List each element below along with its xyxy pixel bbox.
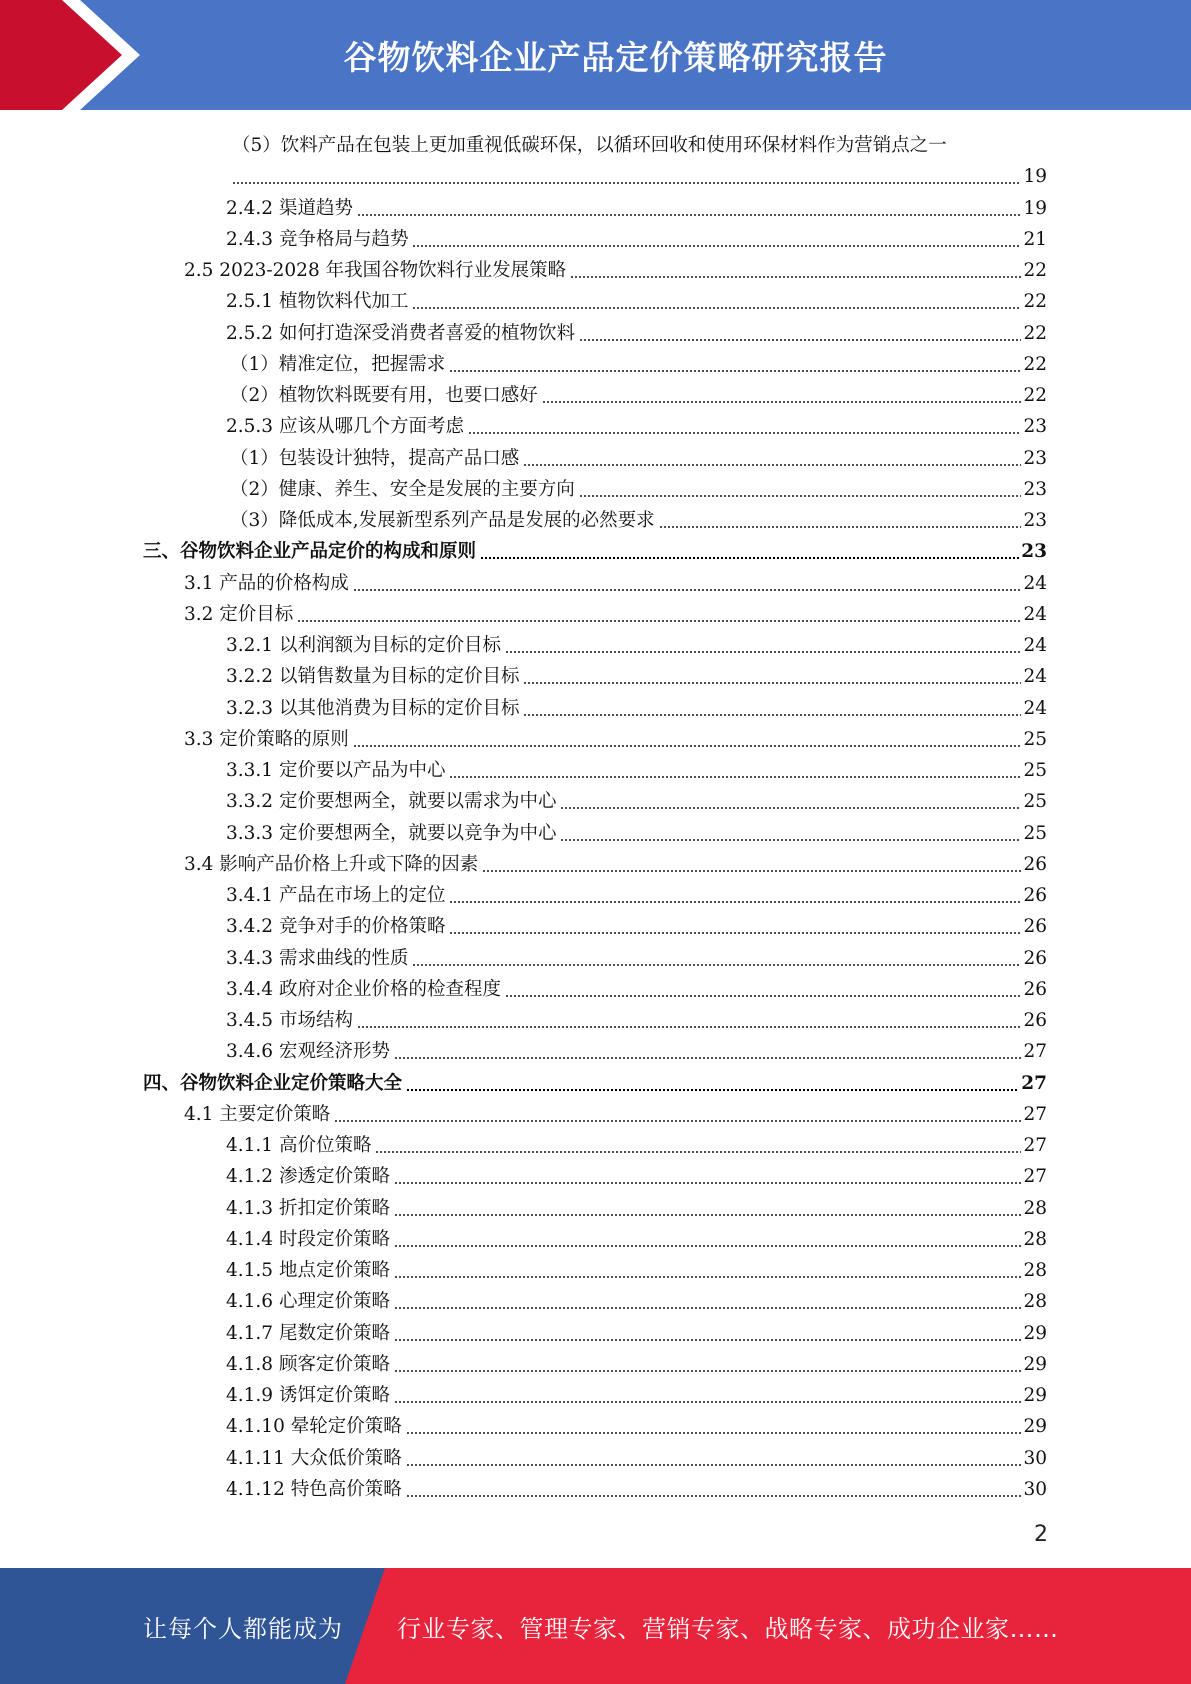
toc-entry[interactable] <box>226 1252 1047 1283</box>
toc-leader-dots <box>505 979 1021 998</box>
toc-entry-page: 29 <box>1023 1322 1047 1344</box>
toc-entry[interactable] <box>230 346 1047 377</box>
toc-entry-label: 4.1.9 诱饵定价策略 <box>226 1385 390 1406</box>
toc-entry-page: 27 <box>1023 1103 1047 1125</box>
toc-entry[interactable] <box>226 1283 1047 1314</box>
toc-entry[interactable] <box>230 471 1047 502</box>
toc-entry-page: 23 <box>1023 478 1047 500</box>
footer-slogan-left: 让每个人都能成为 <box>143 1614 343 1643</box>
toc-entry-page: 23 <box>1023 416 1047 438</box>
toc-entry[interactable] <box>226 1221 1047 1252</box>
toc-entry[interactable] <box>226 940 1047 971</box>
toc-leader-dots <box>394 1166 1021 1185</box>
toc-entry-page: 24 <box>1023 572 1047 594</box>
toc-entry-label: 4.1 主要定价策略 <box>184 1103 331 1125</box>
toc-entry-wrapped-continuation[interactable] <box>230 158 1047 189</box>
toc-leader-dots <box>406 1448 1022 1467</box>
toc-entry-page: 27 <box>1023 1041 1047 1063</box>
toc-leader-dots <box>412 229 1021 248</box>
toc-leader-dots <box>394 1354 1021 1373</box>
toc-entry-label: 3.1 产品的价格构成 <box>184 572 349 594</box>
toc-leader-dots <box>394 1385 1021 1404</box>
toc-entry-page: 26 <box>1023 1010 1047 1031</box>
toc-entry[interactable] <box>143 533 1047 564</box>
toc-entry-page: 22 <box>1023 291 1047 313</box>
toc-entry-page: 26 <box>1023 885 1047 906</box>
toc-entry[interactable] <box>226 877 1047 908</box>
toc-entry-page: 24 <box>1023 603 1047 625</box>
toc-entry-label: 4.1.7 尾数定价策略 <box>226 1322 390 1344</box>
toc-leader-dots <box>523 666 1021 685</box>
toc-leader-dots <box>394 1041 1021 1060</box>
toc-entry-label: 3.4.3 需求曲线的性质 <box>226 947 409 969</box>
toc-entry-page: 26 <box>1023 916 1047 938</box>
toc-entry-page: 24 <box>1023 697 1047 719</box>
toc-leader-dots <box>406 1073 1019 1092</box>
toc-entry-label: 3.2.1 以利润额为目标的定价目标 <box>226 635 501 656</box>
toc-entry[interactable] <box>230 502 1047 533</box>
red-arrow-emblem <box>0 0 160 110</box>
toc-entry-label: 4.1.11 大众低价策略 <box>226 1447 402 1469</box>
toc-entry-page: 25 <box>1023 822 1047 844</box>
toc-entry-page: 25 <box>1023 760 1047 781</box>
toc-leader-dots <box>482 854 1021 873</box>
toc-entry-label: 3.4.2 竞争对手的价格策略 <box>226 916 446 938</box>
toc-entry-label: 4.1.2 渗透定价策略 <box>226 1166 390 1188</box>
toc-entry[interactable] <box>226 627 1047 658</box>
toc-entry[interactable] <box>226 690 1047 721</box>
toc-leader-dots <box>394 1229 1021 1248</box>
toc-leader-dots <box>659 510 1022 529</box>
toc-entry[interactable] <box>143 1065 1047 1096</box>
toc-entry-label: 4.1.6 心理定价策略 <box>226 1291 390 1313</box>
toc-leader-dots <box>412 291 1021 310</box>
toc-entry-label: 3.4 影响产品价格上升或下降的因素 <box>184 853 479 875</box>
toc-leader-dots <box>232 166 1021 185</box>
toc-entry-page: 30 <box>1023 1478 1047 1500</box>
toc-entry[interactable] <box>226 1471 1047 1502</box>
toc-entry-page: 29 <box>1023 1385 1047 1406</box>
toc-entry-wrapped-label[interactable] <box>232 127 1047 158</box>
footer-banner <box>0 1568 1191 1684</box>
toc-entry[interactable] <box>226 1033 1047 1064</box>
toc-leader-dots <box>570 260 1021 279</box>
report-title: 谷物饮料企业产品定价策略研究报告 <box>343 37 888 77</box>
toc-entry-page: 29 <box>1023 1416 1047 1438</box>
toc-entry-label: 4.1.10 晕轮定价策略 <box>226 1416 402 1438</box>
toc-entry[interactable] <box>226 1002 1047 1033</box>
toc-entry-page: 22 <box>1023 322 1047 344</box>
toc-entry-label: 4.1.8 顾客定价策略 <box>226 1353 390 1375</box>
toc-entry[interactable] <box>226 283 1047 314</box>
toc-entry[interactable] <box>226 908 1047 939</box>
toc-entry-page: 26 <box>1023 947 1047 969</box>
toc-entry[interactable] <box>184 252 1047 283</box>
toc-entry[interactable] <box>226 658 1047 689</box>
toc-entry-label: 4.1.5 地点定价策略 <box>226 1260 390 1281</box>
toc-entry[interactable] <box>230 377 1047 408</box>
toc-entry[interactable] <box>184 565 1047 596</box>
toc-entry[interactable] <box>184 1096 1047 1127</box>
toc-entry-page: 25 <box>1023 791 1047 813</box>
toc-entry[interactable] <box>226 752 1047 783</box>
toc-entry-label: 4.1.3 折扣定价策略 <box>226 1197 390 1219</box>
toc-leader-dots <box>579 479 1022 498</box>
toc-entry-page: 25 <box>1023 728 1047 750</box>
toc-leader-dots <box>375 1135 1021 1154</box>
toc-entry[interactable] <box>226 315 1047 346</box>
toc-entry-label: 3.4.4 政府对企业价格的检查程度 <box>226 978 501 1000</box>
toc-entry-label: 3.4.1 产品在市场上的定位 <box>226 885 446 906</box>
toc-entry[interactable] <box>226 1408 1047 1439</box>
toc-entry[interactable] <box>226 408 1047 439</box>
toc-leader-dots <box>468 416 1021 435</box>
toc-entry-label: 三、谷物饮料企业产品定价的构成和原则 <box>143 541 477 563</box>
header-banner <box>0 0 1191 110</box>
toc-entry-label: （2）健康、养生、安全是发展的主要方向 <box>230 478 575 500</box>
toc-entry-page: 28 <box>1023 1291 1047 1313</box>
toc-entry-page: 19 <box>1023 166 1047 188</box>
toc-entry-page: 27 <box>1023 1135 1047 1156</box>
toc-entry-label: （5）饮料产品在包装上更加重视低碳环保，以循环回收和使用环保材料作为营销点之一 <box>232 135 947 156</box>
toc-entry[interactable] <box>226 221 1047 252</box>
toc-entry-page: 27 <box>1023 1166 1047 1188</box>
toc-leader-dots <box>480 541 1019 560</box>
toc-entry[interactable] <box>184 596 1047 627</box>
toc-entry[interactable] <box>226 783 1047 814</box>
toc-entry-label: 3.2.2 以销售数量为目标的定价目标 <box>226 666 520 688</box>
toc-entry[interactable] <box>226 1377 1047 1408</box>
toc-leader-dots <box>357 198 1022 217</box>
toc-entry-page: 23 <box>1023 510 1047 531</box>
toc-entry[interactable] <box>184 846 1047 877</box>
toc-entry[interactable] <box>226 1346 1047 1377</box>
toc-entry-page: 22 <box>1023 385 1047 406</box>
toc-leader-dots <box>523 698 1021 717</box>
toc-leader-dots <box>394 1323 1021 1342</box>
toc-leader-dots <box>560 823 1021 842</box>
footer-slogan-right: 行业专家、管理专家、营销专家、战略专家、成功企业家…… <box>397 1614 1059 1643</box>
toc-leader-dots <box>297 604 1021 623</box>
toc-entry-label: 2.5 2023-2028 年我国谷物饮料行业发展策略 <box>184 260 567 281</box>
toc-leader-dots <box>523 448 1021 467</box>
toc-entry-page: 24 <box>1023 635 1047 656</box>
toc-leader-dots <box>412 948 1021 967</box>
toc-entry-label: 3.3 定价策略的原则 <box>184 728 349 750</box>
toc-entry-label: 4.1.12 特色高价策略 <box>226 1478 402 1500</box>
toc-leader-dots <box>406 1479 1022 1498</box>
toc-entry-label: 四、谷物饮料企业定价策略大全 <box>143 1072 403 1094</box>
toc-entry-label: （3）降低成本,发展新型系列产品是发展的必然要求 <box>230 510 655 531</box>
toc-entry-label: 2.5.2 如何打造深受消费者喜爱的植物饮料 <box>226 322 575 344</box>
toc-leader-dots <box>449 916 1021 935</box>
toc-entry-label: （1）包装设计独特，提高产品口感 <box>230 447 520 469</box>
toc-entry-page: 23 <box>1021 541 1047 563</box>
toc-leader-dots <box>449 354 1021 373</box>
toc-leader-dots <box>505 635 1021 654</box>
toc-entry[interactable] <box>226 1127 1047 1158</box>
toc-leader-dots <box>357 1010 1022 1029</box>
toc-leader-dots <box>394 1198 1021 1217</box>
toc-entry-label: 4.1.1 高价位策略 <box>226 1135 372 1156</box>
toc-entry-page: 19 <box>1023 197 1047 219</box>
toc-entry-page: 26 <box>1023 853 1047 875</box>
toc-entry-label: （2）植物饮料既要有用，也要口感好 <box>230 385 538 406</box>
toc-entry[interactable] <box>184 721 1047 752</box>
toc-leader-dots <box>542 385 1022 404</box>
toc-entry-page: 24 <box>1023 666 1047 688</box>
toc-entry-label: 3.2 定价目标 <box>184 603 294 625</box>
toc-leader-dots <box>353 729 1022 748</box>
toc-entry-label: 3.4.6 宏观经济形势 <box>226 1041 390 1063</box>
toc-entry-label: （1）精准定位，把握需求 <box>230 353 446 375</box>
toc-entry-label: 2.4.3 竞争格局与趋势 <box>226 228 409 250</box>
toc-entry-label: 2.5.3 应该从哪几个方面考虑 <box>226 416 464 438</box>
toc-entry-label: 3.4.5 市场结构 <box>226 1010 353 1031</box>
toc-leader-dots <box>394 1260 1021 1279</box>
toc-entry-label: 2.4.2 渠道趋势 <box>226 197 353 219</box>
toc-entry-page: 22 <box>1023 353 1047 375</box>
toc-leader-dots <box>560 791 1021 810</box>
toc-entry-page: 28 <box>1023 1228 1047 1250</box>
toc-entry-label: 3.3.3 定价要想两全，就要以竞争为中心 <box>226 822 557 844</box>
toc-entry[interactable] <box>226 1315 1047 1346</box>
toc-leader-dots <box>449 885 1021 904</box>
toc-entry-label: 3.3.2 定价要想两全，就要以需求为中心 <box>226 791 557 813</box>
toc-entry[interactable] <box>226 1190 1047 1221</box>
toc-leader-dots <box>353 573 1022 592</box>
toc-entry-label: 3.3.1 定价要以产品为中心 <box>226 760 446 781</box>
toc-entry-label: 2.5.1 植物饮料代加工 <box>226 291 409 313</box>
toc-entry[interactable] <box>226 1158 1047 1189</box>
toc-entry-page: 28 <box>1023 1197 1047 1219</box>
toc-entry-page: 22 <box>1023 260 1047 281</box>
page-number: 2 <box>1034 1522 1048 1547</box>
toc-leader-dots <box>394 1291 1021 1310</box>
toc-leader-dots <box>449 760 1021 779</box>
toc-entry[interactable] <box>226 815 1047 846</box>
toc-entry-label: 3.2.3 以其他消费为目标的定价目标 <box>226 697 520 719</box>
toc-entry-page: 21 <box>1023 228 1047 250</box>
toc-entry-page: 29 <box>1023 1353 1047 1375</box>
toc-leader-dots <box>579 323 1021 342</box>
toc-entry[interactable] <box>226 1440 1047 1471</box>
toc-leader-dots <box>406 1416 1022 1435</box>
toc-entry-label: 4.1.4 时段定价策略 <box>226 1228 390 1250</box>
toc-entry-page: 26 <box>1023 978 1047 1000</box>
toc-entry[interactable] <box>226 971 1047 1002</box>
toc-entry-page: 23 <box>1023 447 1047 469</box>
toc-entry[interactable] <box>230 440 1047 471</box>
toc-leader-dots <box>334 1104 1021 1123</box>
toc-entry-page: 27 <box>1021 1072 1047 1094</box>
toc-entry-page: 28 <box>1023 1260 1047 1281</box>
toc-entry[interactable] <box>226 190 1047 221</box>
toc-entry-page: 30 <box>1023 1447 1047 1469</box>
